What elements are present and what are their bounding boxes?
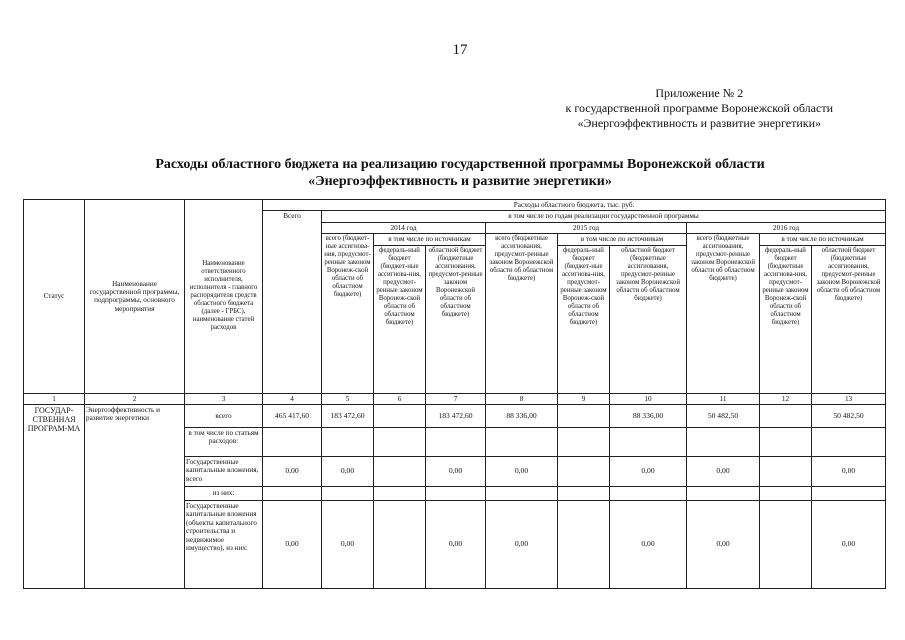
header-2016-sources: в том числе по источникам — [760, 234, 886, 245]
cell-value: 0,00 — [687, 501, 760, 589]
cell-value — [687, 428, 760, 457]
cell-value — [322, 428, 374, 457]
header-year-2016: 2016 год — [687, 222, 886, 233]
cell-value — [263, 487, 322, 501]
col-number: 13 — [812, 393, 886, 404]
cell-value — [558, 405, 610, 428]
cell-value — [760, 428, 812, 457]
cell-value — [687, 487, 760, 501]
col-number: 6 — [374, 393, 426, 404]
budget-table — [23, 199, 886, 589]
document-title — [130, 156, 790, 190]
header-status: Статус — [24, 200, 85, 394]
cell-value — [374, 405, 426, 428]
row-label: из них: — [185, 487, 263, 501]
page-number: 17 — [452, 42, 468, 58]
header-2014-regional: областной бюджет (бюджетные ассигнования, предусмот-ренные законом Воронежской области об областном бюджете) — [426, 245, 486, 393]
col-number: 7 — [426, 393, 486, 404]
col-number: 9 — [558, 393, 610, 404]
cell-value: 50 482,50 — [812, 405, 886, 428]
row-label: Государственные капитальные вложения (объекты капитального строительства и недвижимое имущество), из них: — [185, 501, 263, 589]
cell-value: 0,00 — [263, 457, 322, 487]
col-number: 10 — [610, 393, 687, 404]
cell-value: 465 417,60 — [263, 405, 322, 428]
cell-value: 88 336,00 — [610, 405, 687, 428]
col-number: 5 — [322, 393, 374, 404]
cell-value — [760, 487, 812, 501]
row-program-name: Энергоэффективность и развитие энергетики — [85, 405, 185, 589]
cell-value: 0,00 — [610, 457, 687, 487]
cell-value — [263, 428, 322, 457]
appendix-note — [566, 86, 833, 131]
header-2014-all: всего (бюджет-ные ассигнова-ния, предусмот-ренные законом Воронеж-ской области об областном бюджете) — [322, 234, 374, 393]
row-label: Государственные капитальные вложения, всего — [185, 457, 263, 487]
col-number: 3 — [185, 393, 263, 404]
cell-value — [610, 487, 687, 501]
cell-value — [374, 487, 426, 501]
cell-value: 183 472,60 — [426, 405, 486, 428]
cell-value: 0,00 — [812, 457, 886, 487]
cell-value: 88 336,00 — [486, 405, 558, 428]
cell-value — [374, 501, 426, 589]
cell-value: 0,00 — [486, 501, 558, 589]
cell-value — [426, 428, 486, 457]
cell-value — [558, 487, 610, 501]
header-2015-federal: федераль-ный бюджет (бюджет-ные ассигнова-ния, предусмот-ренные законом Воронеж-ской области об областном бюджете) — [558, 245, 610, 393]
cell-value — [558, 428, 610, 457]
cell-value — [374, 457, 426, 487]
header-2015-all: всего (бюджетные ассигнования, предусмот-ренные законом Воронежской области об областном бюджете) — [486, 234, 558, 393]
cell-value — [760, 457, 812, 487]
col-number: 8 — [486, 393, 558, 404]
cell-value — [812, 428, 886, 457]
cell-value — [558, 501, 610, 589]
header-year-2014: 2014 год — [322, 222, 486, 233]
header-2015-sources: в том числе по источникам — [558, 234, 687, 245]
cell-value: 0,00 — [610, 501, 687, 589]
cell-value: 0,00 — [263, 501, 322, 589]
appendix-line-3: «Энергоэффективность и развитие энергетики» — [577, 116, 822, 130]
cell-value — [486, 428, 558, 457]
column-numbers-row — [24, 393, 886, 404]
appendix-line-2: к государственной программе Воронежской области — [565, 101, 833, 115]
cell-value — [812, 487, 886, 501]
row-label: всего — [185, 405, 263, 428]
row-label: в том числе по статьям расходов: — [185, 428, 263, 457]
header-total: Всего — [263, 211, 322, 393]
header-2016-regional: областной бюджет (бюджетные ассигнования, предусмот-ренные законом Воронежской области об областном бюджете) — [812, 245, 886, 393]
cell-value — [760, 405, 812, 428]
appendix-line-1: Приложение № 2 — [655, 86, 744, 100]
title-line-2: «Энергоэффективность и развитие энергетики» — [308, 174, 612, 189]
cell-value: 50 482,50 — [687, 405, 760, 428]
header-2015-regional: областной бюджет (бюджетные ассигнования, предусмот-ренные законом Воронежской области об областном бюджете) — [610, 245, 687, 393]
header-2016-federal: федераль-ный бюджет (бюджетные ассигнова-ния, предусмот-ренные законом Воронеж-ской области об областном бюджете) — [760, 245, 812, 393]
cell-value — [610, 428, 687, 457]
header-2014-federal: федераль-ный бюджет (бюджет-ные ассигнова-ния, предусмот-ренные законом Воронеж-ской области об областном бюджете) — [374, 245, 426, 393]
cell-value — [558, 457, 610, 487]
title-line-1: Расходы областного бюджета на реализацию государственной программы Воронежской области — [155, 157, 765, 172]
header-2016-all: всего (бюджетные ассигнования, предусмот-ренные законом Воронежской области об областном бюджете) — [687, 234, 760, 393]
col-number: 2 — [85, 393, 185, 404]
cell-value — [426, 487, 486, 501]
cell-value: 0,00 — [322, 457, 374, 487]
col-number: 1 — [24, 393, 85, 404]
header-by-years: в том числе по годам реализации государственной программы — [322, 211, 886, 222]
cell-value: 0,00 — [426, 457, 486, 487]
cell-value: 0,00 — [812, 501, 886, 589]
col-number: 11 — [687, 393, 760, 404]
cell-value: 0,00 — [426, 501, 486, 589]
table-row — [24, 405, 886, 428]
cell-value — [486, 487, 558, 501]
header-2014-sources: в том числе по источникам — [374, 234, 486, 245]
col-number: 12 — [760, 393, 812, 404]
row-status: ГОСУДАР-СТВЕННАЯ ПРОГРАМ-МА — [24, 405, 85, 589]
cell-value — [374, 428, 426, 457]
cell-value — [760, 501, 812, 589]
cell-value: 0,00 — [687, 457, 760, 487]
header-year-2015: 2015 год — [486, 222, 687, 233]
header-expenses: Расходы областного бюджета, тыс. руб. — [263, 200, 886, 211]
cell-value — [322, 487, 374, 501]
cell-value: 183 472,60 — [322, 405, 374, 428]
cell-value: 0,00 — [486, 457, 558, 487]
col-number: 4 — [263, 393, 322, 404]
cell-value: 0,00 — [322, 501, 374, 589]
header-executor: Наименование ответственного исполнителя, исполнителя - главного распорядителя средств областного бюджета (далее - ГРБС), наименование статей расходов — [185, 200, 263, 394]
header-program-name: Наименование государственной программы, подпрограммы, основного мероприятия — [85, 200, 185, 394]
